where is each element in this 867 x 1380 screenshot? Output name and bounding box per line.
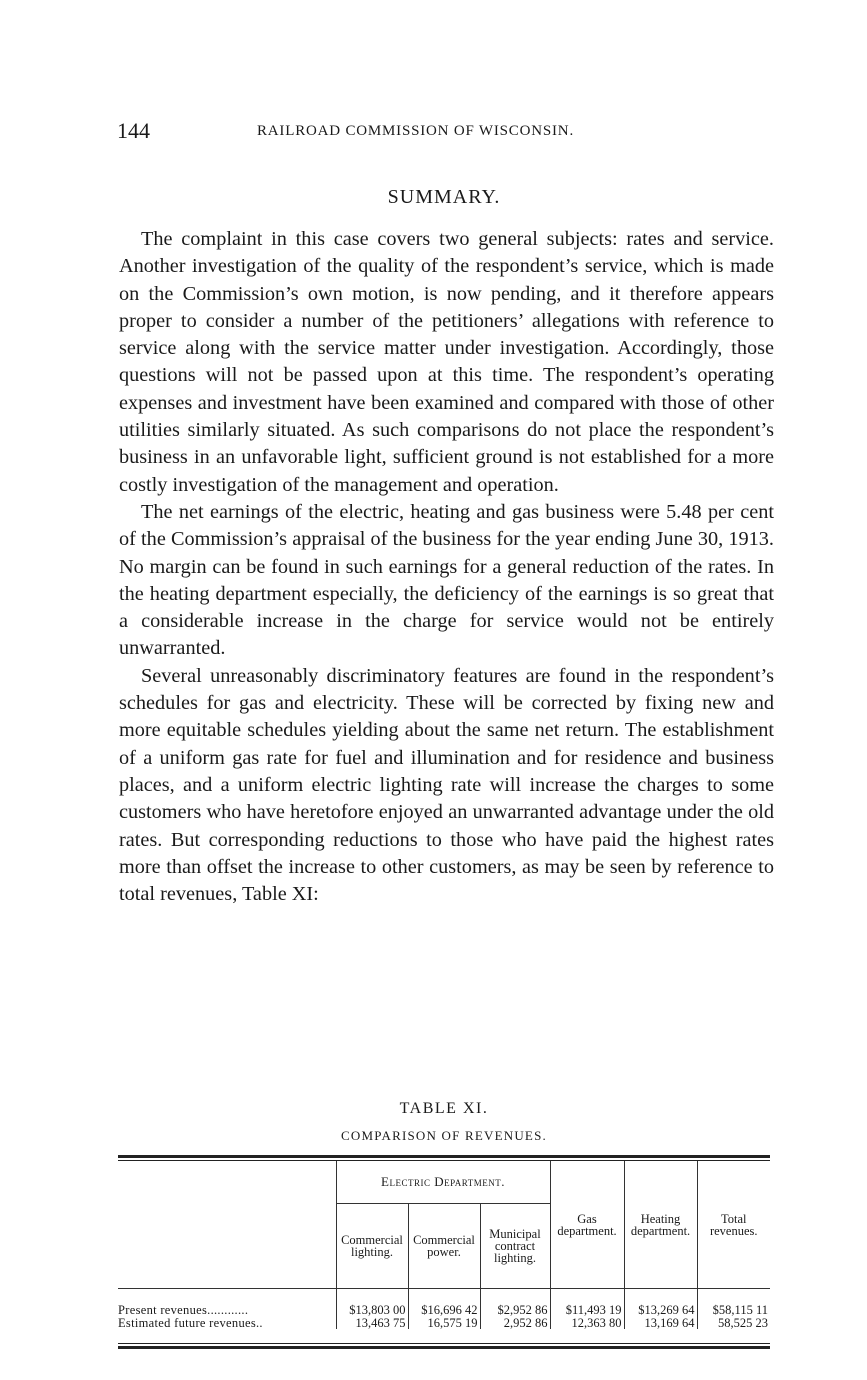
table-bottom-rule <box>118 1343 770 1349</box>
table-cell: 16,575 19 <box>408 1316 480 1329</box>
column-header-commercial-power: Commercial power. <box>408 1204 480 1289</box>
row-label: Estimated future revenues.. <box>118 1315 263 1330</box>
paragraph-2: The net earnings of the electric, heating and gas business were 5.48 per cent of the Commission’s appraisal of the business for the year ending June 30, 1913. No margin can be found in such earnings for a general reduction of the rates. In the heating department especially, the deficiency of the earnings is so great that a considerable increase in the charge for service would not be entirely unwarranted. <box>119 500 774 660</box>
row-label: Present revenues............ <box>118 1302 249 1317</box>
table-cell: $13,803 00 <box>336 1303 408 1316</box>
column-header-municipal-contract-lighting: Municipal contract lighting. <box>480 1204 550 1289</box>
column-header-commercial-lighting: Commercial lighting. <box>336 1204 408 1289</box>
paragraph-3: Several unreasonably discriminatory features are found in the respondent’s schedules for gas and electricity. These will be corrected by fixing new and more equitable schedules yielding about the same net return. The establishment of a uniform gas rate for fuel and illumination and for residence and business places, and a uniform electric lighting rate will increase the charges to some customers who have heretofore enjoyed an unwarranted advantage under the old rates. But corresponding reductions to those who have paid the highest rates more than offset the increase to other customers, as may be seen by reference to total revenues, Table XI: <box>119 664 774 906</box>
column-header-heating-department: Heating department. <box>624 1161 697 1289</box>
header-separator-row <box>118 1289 770 1304</box>
table-cell: 13,169 64 <box>624 1316 697 1329</box>
body-text <box>119 226 774 908</box>
table-cell: 58,525 23 <box>697 1316 770 1329</box>
column-header-total-revenues: Total revenues. <box>697 1161 770 1289</box>
table-row <box>118 1303 770 1316</box>
column-header-gas-department: Gas department. <box>550 1161 624 1289</box>
table-cell: $13,269 64 <box>624 1303 697 1316</box>
paragraph-1: The complaint in this case covers two general subjects: rates and service. Another investigation of the quality of the respondent’s service, which is made on the Commission’s own motion, is now pending, and it therefore appears proper to consider a number of the petitioners’ allegations with reference to service along with the service matter under investigation. Accordingly, those questions will not be passed upon at this time. The respondent’s operating expenses and investment have been examined and compared with those of other utilities similarly situated. As such comparisons do not place the respondent’s business in an unfavorable light, sufficient ground is not established for a more costly investigation of the management and operation. <box>119 228 774 496</box>
electric-department-header: Electric Department. <box>336 1161 550 1204</box>
revenue-table-grid <box>118 1161 770 1329</box>
table-row <box>118 1316 770 1329</box>
table-cell: 13,463 75 <box>336 1316 408 1329</box>
row-label-header <box>118 1161 336 1289</box>
page-number: 144 <box>117 118 150 143</box>
revenue-table <box>118 1155 770 1349</box>
table-cell: $2,952 86 <box>480 1303 550 1316</box>
table-subtitle: COMPARISON OF REVENUES. <box>341 1128 547 1143</box>
table-cell: 12,363 80 <box>550 1316 624 1329</box>
table-cell: $58,115 11 <box>697 1303 770 1316</box>
table-title: TABLE XI. <box>399 1100 489 1117</box>
section-title: SUMMARY. <box>387 186 501 208</box>
table-cell: 2,952 86 <box>480 1316 550 1329</box>
table-cell: $11,493 19 <box>550 1303 624 1316</box>
page-header <box>117 118 777 148</box>
running-head: RAILROAD COMMISSION OF WISCONSIN. <box>257 123 574 139</box>
table-cell: $16,696 42 <box>408 1303 480 1316</box>
